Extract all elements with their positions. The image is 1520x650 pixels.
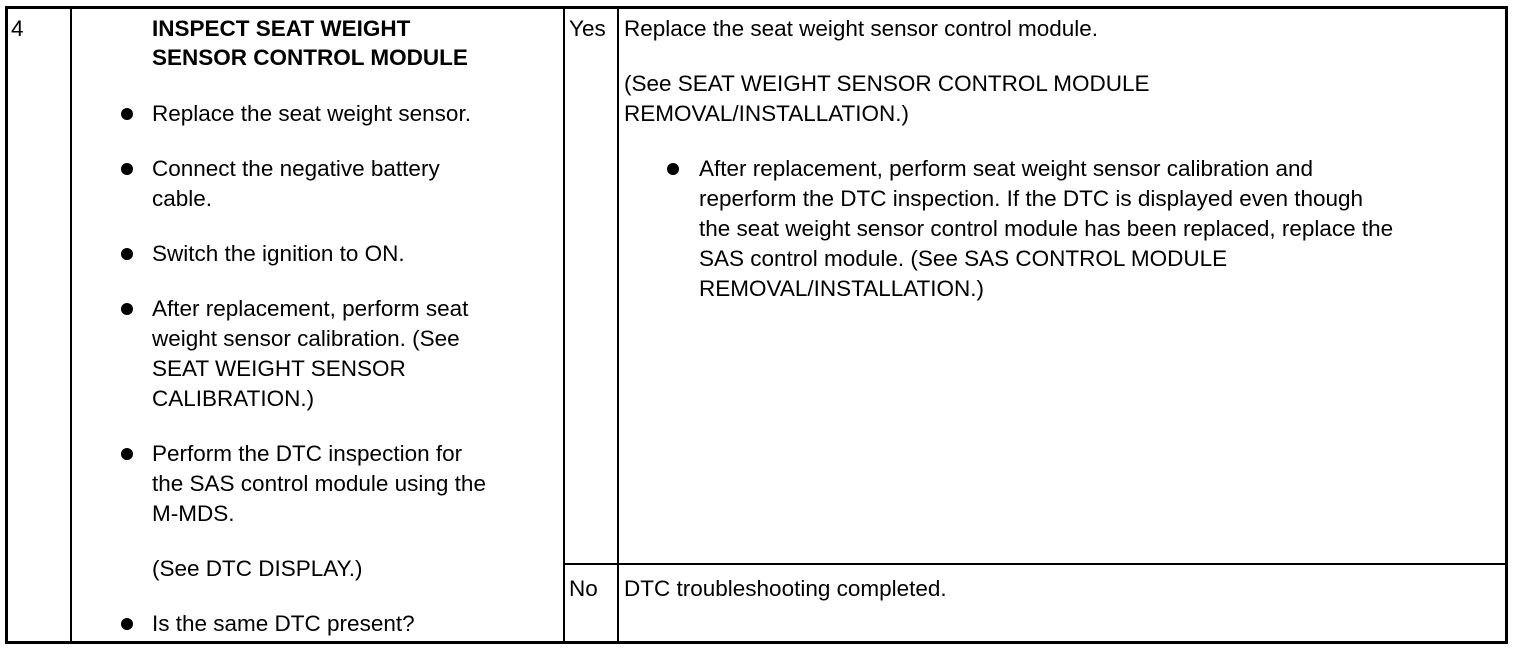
action-line: Perform the DTC inspection for [152,441,463,466]
step-question: Is the same DTC present? [152,611,415,636]
action-line: the SAS control module using the [152,471,486,496]
no-action: DTC troubleshooting completed. [624,576,947,601]
action-line: After replacement, perform seat [152,296,469,321]
action-line: Connect the negative battery [152,156,440,181]
action-line: cable. [152,186,213,211]
bullet-icon [121,248,133,260]
action-line: weight sensor calibration. (See [152,326,460,351]
yes-note-line: After replacement, perform seat weight sensor calibration and [699,156,1314,181]
action-line: Replace the seat weight sensor. [152,101,471,126]
bullet-icon [121,618,133,630]
column-divider-result [617,9,619,641]
bullet-icon [121,108,133,120]
row-divider-yes-no [563,563,1505,565]
yes-action: Replace the seat weight sensor control module. [624,16,1099,41]
action-line: Switch the ignition to ON. [152,241,405,266]
bullet-icon [121,303,133,315]
yes-note-line: reperform the DTC inspection. If the DTC is displayed even though [699,186,1364,211]
yes-see-reference-line-2: REMOVAL/INSTALLATION.) [624,101,910,126]
step-number: 4 [11,16,24,41]
action-line: M-MDS. [152,501,235,526]
step-title-line-1: INSPECT SEAT WEIGHT [152,16,411,41]
step-title-line-2: SENSOR CONTROL MODULE [152,45,468,70]
bullet-icon [667,163,679,175]
no-label: No [569,576,598,601]
see-dtc-display-note: (See DTC DISPLAY.) [152,556,363,581]
column-divider-step [70,9,72,641]
action-line: SEAT WEIGHT SENSOR [152,356,406,381]
yes-note-line: the seat weight sensor control module has been replaced, replace the [699,216,1394,241]
bullet-icon [121,163,133,175]
yes-note-line: REMOVAL/INSTALLATION.) [699,276,985,301]
yes-note-line: SAS control module. (See SAS CONTROL MODULE [699,246,1228,271]
column-divider-inspection [563,9,565,641]
yes-see-reference-line-1: (See SEAT WEIGHT SENSOR CONTROL MODULE [624,71,1150,96]
bullet-icon [121,448,133,460]
yes-label: Yes [569,16,606,41]
action-line: CALIBRATION.) [152,386,315,411]
